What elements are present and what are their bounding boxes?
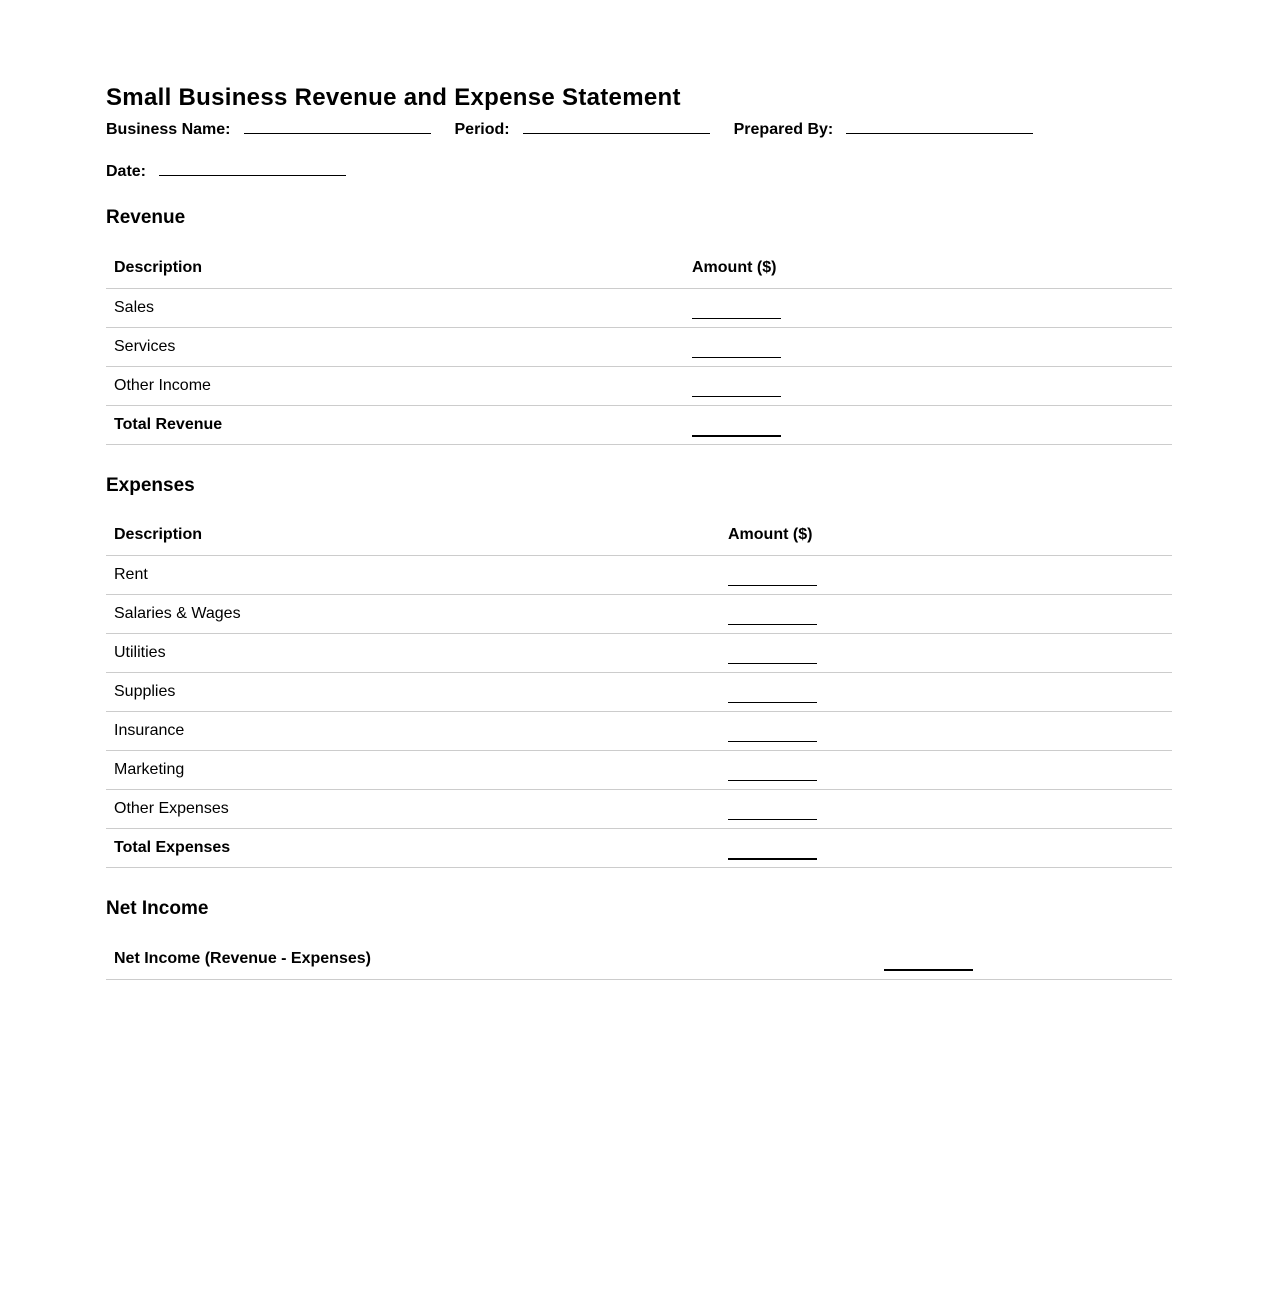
expense-marketing-amount-input[interactable] — [728, 765, 817, 781]
total-revenue-row — [106, 406, 1172, 445]
revenue-col-amount: Amount ($) — [684, 248, 1172, 289]
date-input[interactable] — [159, 161, 346, 176]
expense-supplies-amount-input[interactable] — [728, 687, 817, 703]
revenue-col-description: Description — [106, 248, 684, 289]
expense-utilities-amount-input[interactable] — [728, 648, 817, 664]
table-row — [106, 790, 1172, 829]
revenue-description: Services — [106, 328, 684, 367]
expenses-heading: Expenses — [106, 475, 195, 496]
table-row — [106, 328, 1172, 367]
revenue-services-amount-input[interactable] — [692, 342, 781, 358]
table-row — [106, 634, 1172, 673]
expense-rent-amount-input[interactable] — [728, 570, 817, 586]
prepared-by-input[interactable] — [846, 119, 1033, 134]
period-label: Period: — [454, 121, 510, 138]
expenses-header-row — [106, 515, 1172, 556]
revenue-other-income-amount-input[interactable] — [692, 381, 781, 397]
table-row — [106, 673, 1172, 712]
net-income-label: Net Income (Revenue - Expenses) — [106, 939, 876, 980]
revenue-description: Other Income — [106, 367, 684, 406]
expenses-col-description: Description — [106, 515, 720, 556]
expense-description: Rent — [106, 556, 720, 595]
business-name-field — [106, 119, 431, 139]
table-row — [106, 289, 1172, 328]
table-row — [106, 556, 1172, 595]
table-row — [106, 367, 1172, 406]
expense-other-amount-input[interactable] — [728, 804, 817, 820]
expense-description: Marketing — [106, 751, 720, 790]
net-income-amount-input[interactable] — [884, 954, 973, 971]
business-name-label: Business Name: — [106, 121, 231, 138]
page-title: Small Business Revenue and Expense Statement — [106, 84, 681, 111]
net-income-row — [106, 939, 1172, 980]
revenue-heading: Revenue — [106, 207, 186, 228]
period-field — [455, 119, 710, 139]
business-name-input[interactable] — [244, 119, 431, 134]
table-row — [106, 712, 1172, 751]
revenue-table — [106, 248, 1172, 445]
total-expenses-label: Total Expenses — [106, 829, 720, 868]
prepared-by-label: Prepared By: — [733, 121, 834, 138]
table-row — [106, 595, 1172, 634]
net-income-table — [106, 939, 1172, 980]
expense-description: Salaries & Wages — [106, 595, 720, 634]
expense-description: Utilities — [106, 634, 720, 673]
date-field — [106, 161, 346, 181]
net-income-heading: Net Income — [106, 898, 209, 919]
prepared-by-field — [734, 119, 1034, 139]
expense-description: Other Expenses — [106, 790, 720, 829]
total-expenses-amount-input[interactable] — [728, 843, 817, 860]
revenue-sales-amount-input[interactable] — [692, 303, 781, 319]
expenses-col-amount: Amount ($) — [720, 515, 1172, 556]
total-revenue-label: Total Revenue — [106, 406, 684, 445]
table-row — [106, 751, 1172, 790]
revenue-header-row — [106, 248, 1172, 289]
expenses-table — [106, 515, 1172, 868]
header-fields-row-2 — [106, 161, 370, 181]
expense-description: Supplies — [106, 673, 720, 712]
expense-description: Insurance — [106, 712, 720, 751]
header-fields-row-1 — [106, 119, 1057, 139]
total-revenue-amount-input[interactable] — [692, 420, 781, 437]
total-expenses-row — [106, 829, 1172, 868]
period-input[interactable] — [523, 119, 710, 134]
expense-salaries-amount-input[interactable] — [728, 609, 817, 625]
date-label: Date: — [106, 163, 147, 180]
expense-insurance-amount-input[interactable] — [728, 726, 817, 742]
revenue-description: Sales — [106, 289, 684, 328]
